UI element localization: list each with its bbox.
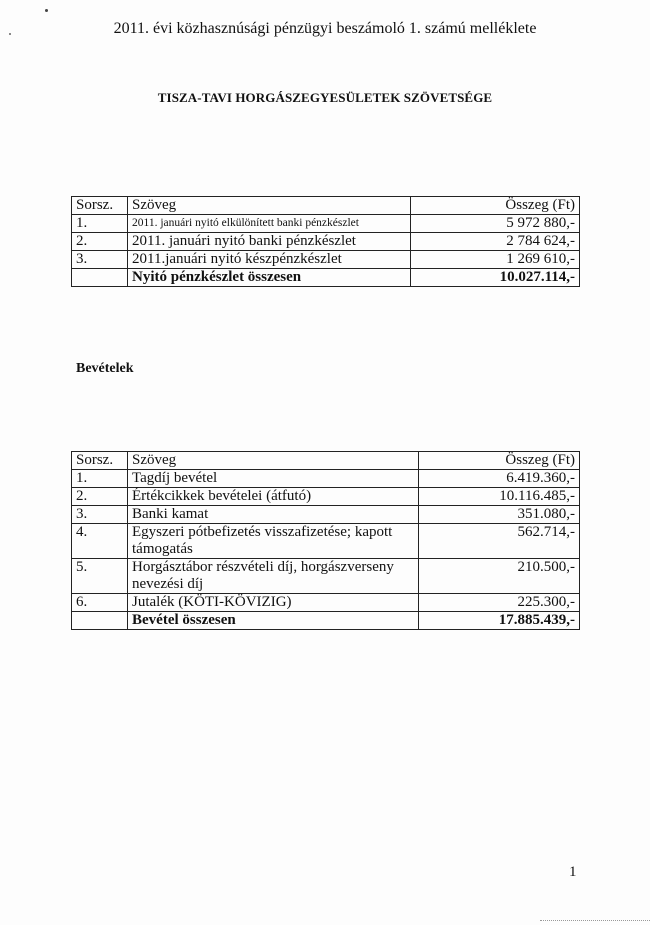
page-header: 2011. évi közhasznúsági pénzügyi beszámoló 1. számú melléklete	[113, 20, 537, 37]
row-number: 1.	[72, 470, 128, 488]
table-header-row	[72, 197, 580, 215]
total-amount: 10.027.114,-	[411, 269, 580, 287]
row-text: Egyszeri pótbefizetés visszafizetése; kapott támogatás	[128, 524, 419, 559]
organization-title: TISZA-TAVI HORGÁSZEGYESÜLETEK SZÖVETSÉGE	[157, 90, 493, 105]
row-number: 3.	[72, 506, 128, 524]
column-header-number: Sorsz.	[72, 197, 128, 215]
total-label: Nyitó pénzkészlet összesen	[128, 269, 411, 287]
column-header-number: Sorsz.	[72, 452, 128, 470]
table-row	[72, 470, 580, 488]
total-label: Bevétel összesen	[128, 612, 419, 630]
table-row	[72, 594, 580, 612]
total-row	[72, 269, 580, 287]
row-text: 2011. januári nyitó banki pénzkészlet	[128, 233, 411, 251]
row-number: 4.	[72, 524, 128, 559]
income-section-title: Bevételek	[76, 361, 134, 376]
row-text: Jutalék (KÖTI-KÖVIZIG)	[128, 594, 419, 612]
row-amount: 5 972 880,-	[411, 215, 580, 233]
row-amount: 6.419.360,-	[419, 470, 580, 488]
row-text: Banki kamat	[128, 506, 419, 524]
row-amount: 1 269 610,-	[411, 251, 580, 269]
table-header-row	[72, 452, 580, 470]
row-text: Értékcikkek bevételei (átfutó)	[128, 488, 419, 506]
row-text: Tagdíj bevétel	[128, 470, 419, 488]
row-amount: 351.080,-	[419, 506, 580, 524]
column-header-amount: Összeg (Ft)	[411, 197, 580, 215]
footer-divider	[540, 920, 650, 921]
column-header-text: Szöveg	[128, 197, 411, 215]
row-number: 3.	[72, 251, 128, 269]
page-number: 1	[569, 864, 577, 880]
opening-balance-table	[71, 196, 580, 287]
total-amount: 17.885.439,-	[419, 612, 580, 630]
table-row	[72, 488, 580, 506]
table-row	[72, 233, 580, 251]
row-amount: 562.714,-	[419, 524, 580, 559]
table-row	[72, 215, 580, 233]
income-table	[71, 451, 580, 630]
row-amount: 210.500,-	[419, 559, 580, 594]
row-number: 2.	[72, 233, 128, 251]
total-row-number	[72, 612, 128, 630]
row-text: Horgásztábor részvételi díj, horgászverseny nevezési díj	[128, 559, 419, 594]
table-row	[72, 251, 580, 269]
row-number: 2.	[72, 488, 128, 506]
row-number: 6.	[72, 594, 128, 612]
scan-speck	[45, 9, 48, 12]
row-number: 5.	[72, 559, 128, 594]
column-header-text: Szöveg	[128, 452, 419, 470]
table-row	[72, 506, 580, 524]
total-row-number	[72, 269, 128, 287]
row-text: 2011.januári nyitó készpénzkészlet	[128, 251, 411, 269]
row-amount: 2 784 624,-	[411, 233, 580, 251]
row-amount: 225.300,-	[419, 594, 580, 612]
row-amount: 10.116.485,-	[419, 488, 580, 506]
table-row	[72, 559, 580, 594]
row-text: 2011. januári nyitó elkülönített banki pénzkészlet	[128, 215, 411, 233]
row-number: 1.	[72, 215, 128, 233]
column-header-amount: Összeg (Ft)	[419, 452, 580, 470]
total-row	[72, 612, 580, 630]
table-row	[72, 524, 580, 559]
